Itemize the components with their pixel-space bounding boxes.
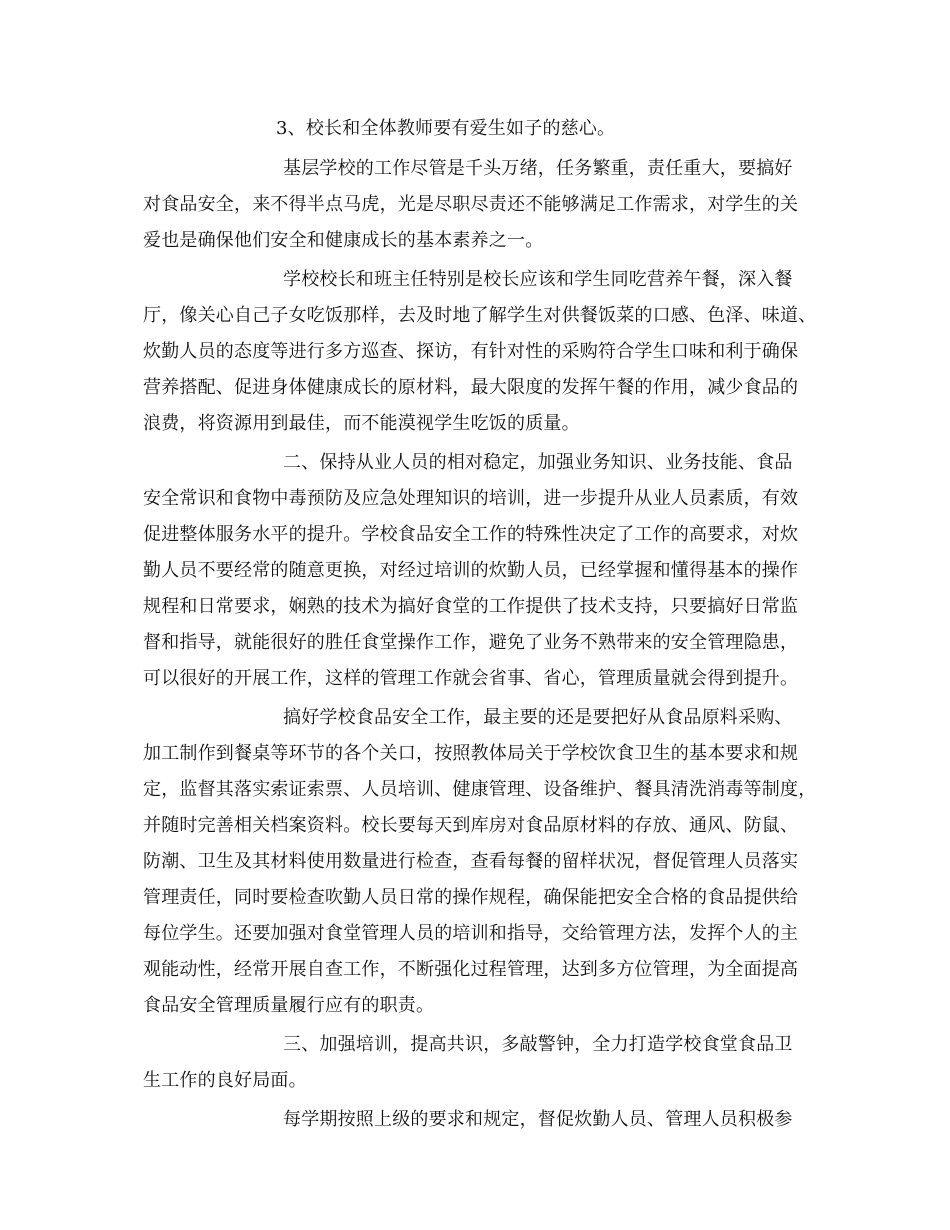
text-line: 营养搭配、促进身体健康成长的原材料，最大限度的发挥午餐的作用，减少食品的 [143, 377, 799, 398]
text-line: 搞好学校食品安全工作，最主要的还是要把好从食品原料采购、 [283, 707, 793, 728]
text-line: 爱也是确保他们安全和健康成长的基本素养之一。 [143, 230, 544, 251]
text-line: 防潮、卫生及其材料使用数量进行检查，查看每餐的留样状况，督促管理人员落实 [143, 851, 799, 872]
text-line: 规程和日常要求，娴熟的技术为搞好食堂的工作提供了技术支持，只要搞好日常监 [143, 596, 799, 617]
text-line: 定，监督其落实索证索票、人员培训、健康管理、设备维护、餐具清洗消毒等制度， [143, 779, 817, 800]
text-line: 督和指导，就能很好的胜任食堂操作工作，避免了业务不熟带来的安全管理隐患， [143, 632, 799, 653]
text-line: 食品安全管理质量履行应有的职责。 [143, 995, 435, 1016]
text-line: 浪费，将资源用到最佳，而不能漠视学生吃饭的质量。 [143, 413, 580, 434]
text-line: 厅，像关心自己子女吃饭那样，去及时地了解学生对供餐饭菜的口感、色泽、味道、 [143, 305, 817, 326]
text-line: 每位学生。还要加强对食堂管理人员的培训和指导，交给管理方法，发挥个人的主 [143, 923, 799, 944]
text-line: 观能动性，经常开展自查工作，不断强化过程管理，达到多方位管理，为全面提高 [143, 959, 799, 980]
text-line: 管理责任，同时要检查吹勤人员日常的操作规程，确保能把安全合格的食品提供给 [143, 887, 799, 908]
text-line: 基层学校的工作尽管是千头万绪，任务繁重，责任重大，要搞好 [283, 158, 793, 179]
text-line: 每学期按照上级的要求和规定，督促炊勤人员、管理人员积极参 [283, 1109, 793, 1130]
text-line: 可以很好的开展工作，这样的管理工作就会省事、省心，管理质量就会得到提升。 [143, 668, 799, 689]
text-line: 对食品安全，来不得半点马虎，光是尽职尽责还不能够满足工作需求，对学生的关 [143, 194, 799, 215]
text-line: 三、加强培训，提高共识，多敲警钟，全力打造学校食堂食品卫 [283, 1034, 793, 1055]
text-line: 安全常识和食物中毒预防及应急处理知识的培训，进一步提升从业人员素质，有效 [143, 488, 799, 509]
text-line: 并随时完善相关档案资料。校长要每天到库房对食品原材料的存放、通风、防鼠、 [143, 815, 799, 836]
text-line: 促进整体服务水平的提升。学校食品安全工作的特殊性决定了工作的高要求，对炊 [143, 524, 799, 545]
text-line: 炊勤人员的态度等进行多方巡查、探访，有针对性的采购符合学生口味和利于确保 [143, 341, 799, 362]
text-line: 勤人员不要经常的随意更换，对经过培训的炊勤人员，已经掌握和懂得基本的操作 [143, 560, 799, 581]
text-line: 二、保持从业人员的相对稳定，加强业务知识、业务技能、食品 [283, 452, 793, 473]
text-line: 加工制作到餐桌等环节的各个关口，按照教体局关于学校饮食卫生的基本要求和规 [143, 743, 799, 764]
text-line: 学校校长和班主任特别是校长应该和学生同吃营养午餐，深入餐 [283, 269, 793, 290]
text-line: 生工作的良好局面。 [143, 1070, 307, 1091]
text-line: 3、校长和全体教师要有爱生如子的慈心。 [276, 118, 616, 139]
